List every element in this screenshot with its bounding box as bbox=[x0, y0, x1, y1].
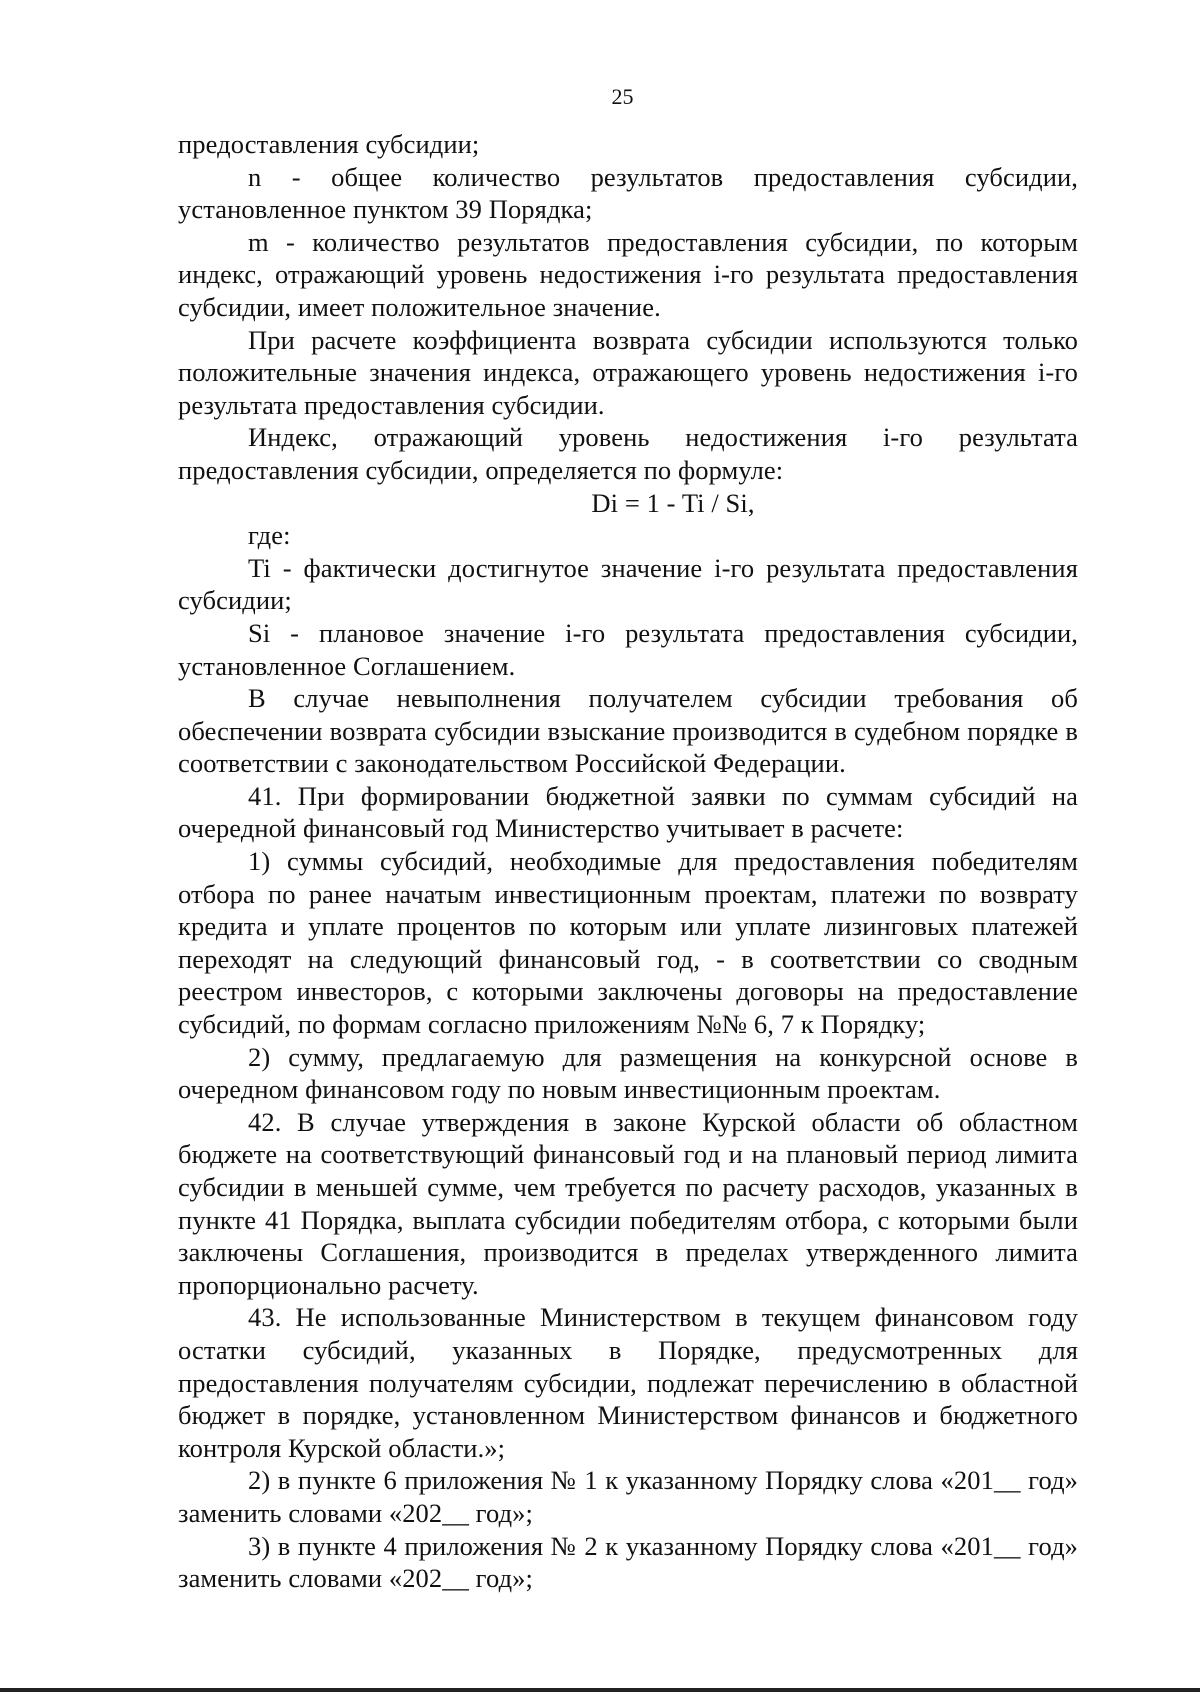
paragraph-where: где: bbox=[248, 520, 291, 551]
document-body bbox=[178, 128, 1078, 1595]
paragraph-amendment-3: 3) в пункте 4 приложения № 2 к указанному Порядку слова «201__ год» заменить словами «202__ год»; bbox=[178, 1530, 1078, 1594]
paragraph-m-definition: m - количество результатов предоставления субсидии, по которым индекс, отражающий уровень недостижения i-го результата предоставления субсидии, имеет положительное значение. bbox=[178, 226, 1078, 322]
paragraph-court-recovery: В случае невыполнения получателем субсидии требования об обеспечении возврата субсидии взыскание производится в судебном порядке в соответствии с законодательством Российской Федерации. bbox=[178, 683, 1078, 779]
paragraph-41: 41. При формировании бюджетной заявки по суммам субсидий на очередной финансовый год Министерство учитывает в расчете: bbox=[178, 780, 1078, 844]
paragraph-index-intro: Индекс, отражающий уровень недостижения i-го результата предоставления субсидии, определяется по формуле: bbox=[178, 422, 1078, 485]
paragraph-ti-definition: Ti - фактически достигнутое значение i-го результата предоставления субсидии; bbox=[178, 552, 1078, 616]
paragraph-43: 43. Не использованные Министерством в текущем финансовом году остатки субсидий, указанных в Порядке, предусмотренных для предоставления получателям субсидии, подлежат перечислению в областной бюджет в порядке, установленном Министерством финансов и бюджетного контроля Курской области.»; bbox=[178, 1302, 1078, 1463]
paragraph-n-definition: n - общее количество результатов предоставления субсидии, установленное пунктом 39 Порядка; bbox=[178, 161, 1078, 225]
page-number: 25 bbox=[611, 84, 634, 109]
formula: Di = 1 - Ti / Si, bbox=[591, 487, 755, 518]
paragraph-si-definition: Si - плановое значение i-го результата предоставления субсидии, установленное Соглашением. bbox=[178, 617, 1078, 681]
paragraph-continuation: предоставления субсидии; bbox=[178, 129, 480, 159]
paragraph-positive-values: При расчете коэффициента возврата субсидии используются только положительные значения индекса, отражающего уровень недостижения i-го результата предоставления субсидии. bbox=[178, 324, 1078, 420]
paragraph-42: 42. В случае утверждения в законе Курской области об областном бюджете на соответствующий финансовый год и на плановый период лимита субсидии в меньшей сумме, чем требуется по расчету расходов, указанных в пункте 41 Порядка, выплата субсидии победителям отбора, с которыми были заключены Соглашения, производится в пределах утвержденного лимита пропорционально расчету. bbox=[178, 1106, 1078, 1300]
paragraph-amendment-2: 2) в пункте 6 приложения № 1 к указанному Порядку слова «201__ год» заменить словами «202__ год»; bbox=[178, 1465, 1078, 1528]
paragraph-41-item-2: 2) сумму, предлагаемую для размещения на конкурсной основе в очередном финансовом году по новым инвестиционным проектам. bbox=[178, 1041, 1078, 1105]
scan-bottom-edge bbox=[0, 1688, 1200, 1692]
paragraph-41-item-1: 1) суммы субсидий, необходимые для предоставления победителям отбора по ранее начатым инвестиционным проектам, платежи по возврату кредита и уплате процентов по которым или уплате лизинговых платежей переходят на следующий финансовый год, - в соответствии со сводным реестром инвесторов, с которыми заключены договоры на предоставление субсидий, по формам согласно приложениям №№ 6, 7 к Порядку; bbox=[178, 846, 1078, 1040]
